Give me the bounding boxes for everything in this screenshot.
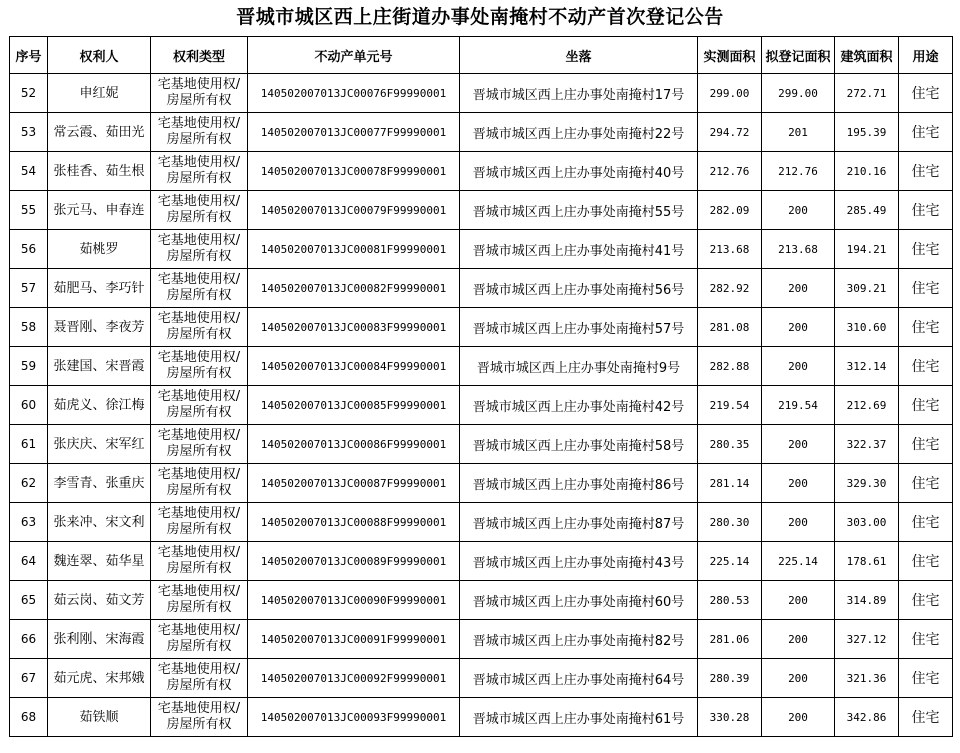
cell-right-type [151, 347, 248, 386]
table-row [10, 347, 953, 386]
cell-location: 晋城市城区西上庄办事处南掩村17号 [460, 74, 698, 113]
cell-proposed-area: 200 [762, 269, 835, 308]
cell-measured-area: 213.68 [698, 230, 762, 269]
table-row [10, 425, 953, 464]
cell-owner: 茹肥马、李巧针 [48, 269, 151, 308]
cell-use: 住宅 [899, 152, 953, 191]
cell-seq: 68 [10, 698, 48, 737]
right-type-line-2: 房屋所有权 [166, 210, 232, 225]
cell-location: 晋城市城区西上庄办事处南掩村43号 [460, 542, 698, 581]
cell-proposed-area: 200 [762, 620, 835, 659]
cell-location: 晋城市城区西上庄办事处南掩村82号 [460, 620, 698, 659]
right-type-line-2: 房屋所有权 [166, 561, 232, 576]
cell-proposed-area: 225.14 [762, 542, 835, 581]
table-body [10, 74, 953, 737]
cell-building-area: 312.14 [835, 347, 899, 386]
right-type-line-1: 宅基地使用权/ [157, 545, 241, 560]
table-row [10, 464, 953, 503]
cell-measured-area: 212.76 [698, 152, 762, 191]
right-type-line-2: 房屋所有权 [166, 483, 232, 498]
table-row [10, 620, 953, 659]
cell-seq: 61 [10, 425, 48, 464]
cell-location: 晋城市城区西上庄办事处南掩村56号 [460, 269, 698, 308]
page-title: 晋城市城区西上庄街道办事处南掩村不动产首次登记公告 [236, 6, 724, 28]
cell-unit-no: 140502007013JC00084F99990001 [248, 347, 460, 386]
cell-right-type [151, 425, 248, 464]
right-type-line-1: 宅基地使用权/ [157, 116, 241, 131]
cell-owner: 张庆庆、宋军红 [48, 425, 151, 464]
right-type-line-1: 宅基地使用权/ [157, 389, 241, 404]
cell-location: 晋城市城区西上庄办事处南掩村57号 [460, 308, 698, 347]
cell-seq: 54 [10, 152, 48, 191]
cell-unit-no: 140502007013JC00090F99990001 [248, 581, 460, 620]
cell-building-area: 327.12 [835, 620, 899, 659]
right-type-line-2: 房屋所有权 [166, 639, 232, 654]
cell-seq: 67 [10, 659, 48, 698]
right-type-line-2: 房屋所有权 [166, 522, 232, 537]
cell-seq: 59 [10, 347, 48, 386]
cell-seq: 66 [10, 620, 48, 659]
cell-unit-no: 140502007013JC00091F99990001 [248, 620, 460, 659]
cell-unit-no: 140502007013JC00078F99990001 [248, 152, 460, 191]
right-type-line-1: 宅基地使用权/ [157, 623, 241, 638]
cell-use: 住宅 [899, 620, 953, 659]
table-row [10, 581, 953, 620]
cell-use: 住宅 [899, 464, 953, 503]
cell-owner: 张桂香、茹生根 [48, 152, 151, 191]
cell-unit-no: 140502007013JC00079F99990001 [248, 191, 460, 230]
cell-building-area: 314.89 [835, 581, 899, 620]
table-row [10, 542, 953, 581]
table-row [10, 230, 953, 269]
cell-location: 晋城市城区西上庄办事处南掩村64号 [460, 659, 698, 698]
cell-use: 住宅 [899, 191, 953, 230]
cell-owner: 张来冲、宋文利 [48, 503, 151, 542]
cell-unit-no: 140502007013JC00085F99990001 [248, 386, 460, 425]
cell-building-area: 195.39 [835, 113, 899, 152]
cell-proposed-area: 200 [762, 425, 835, 464]
cell-owner: 张元马、申春连 [48, 191, 151, 230]
cell-unit-no: 140502007013JC00088F99990001 [248, 503, 460, 542]
cell-seq: 64 [10, 542, 48, 581]
cell-right-type [151, 74, 248, 113]
table-row [10, 659, 953, 698]
cell-unit-no: 140502007013JC00092F99990001 [248, 659, 460, 698]
right-type-line-2: 房屋所有权 [166, 93, 232, 108]
cell-use: 住宅 [899, 659, 953, 698]
cell-location: 晋城市城区西上庄办事处南掩村41号 [460, 230, 698, 269]
right-type-line-1: 宅基地使用权/ [157, 701, 241, 716]
cell-right-type [151, 152, 248, 191]
cell-seq: 62 [10, 464, 48, 503]
cell-unit-no: 140502007013JC00093F99990001 [248, 698, 460, 737]
cell-unit-no: 140502007013JC00082F99990001 [248, 269, 460, 308]
cell-measured-area: 282.88 [698, 347, 762, 386]
right-type-line-2: 房屋所有权 [166, 327, 232, 342]
cell-unit-no: 140502007013JC00083F99990001 [248, 308, 460, 347]
header-measured-area: 实测面积 [698, 37, 762, 74]
cell-right-type [151, 113, 248, 152]
cell-building-area: 212.69 [835, 386, 899, 425]
cell-building-area: 272.71 [835, 74, 899, 113]
cell-proposed-area: 200 [762, 191, 835, 230]
right-type-line-2: 房屋所有权 [166, 717, 232, 732]
cell-use: 住宅 [899, 308, 953, 347]
cell-right-type [151, 620, 248, 659]
cell-owner: 茹桃罗 [48, 230, 151, 269]
cell-proposed-area: 200 [762, 347, 835, 386]
cell-use: 住宅 [899, 542, 953, 581]
cell-unit-no: 140502007013JC00086F99990001 [248, 425, 460, 464]
cell-seq: 52 [10, 74, 48, 113]
cell-location: 晋城市城区西上庄办事处南掩村86号 [460, 464, 698, 503]
right-type-line-1: 宅基地使用权/ [157, 584, 241, 599]
cell-building-area: 178.61 [835, 542, 899, 581]
cell-proposed-area: 200 [762, 659, 835, 698]
cell-owner: 茹云岗、茹文芳 [48, 581, 151, 620]
table-row [10, 269, 953, 308]
cell-unit-no: 140502007013JC00077F99990001 [248, 113, 460, 152]
cell-owner: 张建国、宋晋霞 [48, 347, 151, 386]
cell-location: 晋城市城区西上庄办事处南掩村40号 [460, 152, 698, 191]
announcement-table [9, 36, 953, 737]
table-row [10, 191, 953, 230]
cell-measured-area: 294.72 [698, 113, 762, 152]
cell-building-area: 322.37 [835, 425, 899, 464]
cell-seq: 53 [10, 113, 48, 152]
header-proposed-area: 拟登记面积 [762, 37, 835, 74]
right-type-line-2: 房屋所有权 [166, 444, 232, 459]
cell-building-area: 321.36 [835, 659, 899, 698]
cell-measured-area: 280.53 [698, 581, 762, 620]
cell-proposed-area: 200 [762, 698, 835, 737]
header-unit-no: 不动产单元号 [248, 37, 460, 74]
cell-seq: 58 [10, 308, 48, 347]
cell-seq: 56 [10, 230, 48, 269]
cell-use: 住宅 [899, 74, 953, 113]
cell-measured-area: 280.30 [698, 503, 762, 542]
right-type-line-1: 宅基地使用权/ [157, 77, 241, 92]
cell-unit-no: 140502007013JC00089F99990001 [248, 542, 460, 581]
cell-measured-area: 280.35 [698, 425, 762, 464]
cell-right-type [151, 464, 248, 503]
cell-right-type [151, 269, 248, 308]
table-row [10, 503, 953, 542]
cell-right-type [151, 503, 248, 542]
cell-location: 晋城市城区西上庄办事处南掩村60号 [460, 581, 698, 620]
cell-location: 晋城市城区西上庄办事处南掩村61号 [460, 698, 698, 737]
cell-seq: 55 [10, 191, 48, 230]
table-row [10, 386, 953, 425]
cell-measured-area: 225.14 [698, 542, 762, 581]
cell-use: 住宅 [899, 503, 953, 542]
cell-measured-area: 219.54 [698, 386, 762, 425]
cell-right-type [151, 581, 248, 620]
cell-right-type [151, 230, 248, 269]
cell-location: 晋城市城区西上庄办事处南掩村87号 [460, 503, 698, 542]
cell-use: 住宅 [899, 269, 953, 308]
cell-building-area: 329.30 [835, 464, 899, 503]
cell-measured-area: 282.92 [698, 269, 762, 308]
cell-location: 晋城市城区西上庄办事处南掩村9号 [460, 347, 698, 386]
cell-use: 住宅 [899, 347, 953, 386]
cell-unit-no: 140502007013JC00081F99990001 [248, 230, 460, 269]
right-type-line-2: 房屋所有权 [166, 600, 232, 615]
cell-owner: 李雪青、张重庆 [48, 464, 151, 503]
header-owner: 权利人 [48, 37, 151, 74]
right-type-line-1: 宅基地使用权/ [157, 311, 241, 326]
cell-measured-area: 281.08 [698, 308, 762, 347]
right-type-line-1: 宅基地使用权/ [157, 506, 241, 521]
cell-seq: 60 [10, 386, 48, 425]
right-type-line-2: 房屋所有权 [166, 249, 232, 264]
cell-owner: 常云霞、茹田光 [48, 113, 151, 152]
cell-owner: 聂晋刚、李夜芳 [48, 308, 151, 347]
cell-location: 晋城市城区西上庄办事处南掩村42号 [460, 386, 698, 425]
cell-owner: 茹铁顺 [48, 698, 151, 737]
cell-owner: 茹元虎、宋邦娥 [48, 659, 151, 698]
cell-unit-no: 140502007013JC00076F99990001 [248, 74, 460, 113]
table-row [10, 113, 953, 152]
table-row [10, 698, 953, 737]
right-type-line-1: 宅基地使用权/ [157, 194, 241, 209]
right-type-line-1: 宅基地使用权/ [157, 350, 241, 365]
cell-owner: 申红妮 [48, 74, 151, 113]
cell-proposed-area: 200 [762, 464, 835, 503]
cell-use: 住宅 [899, 698, 953, 737]
cell-use: 住宅 [899, 425, 953, 464]
header-use: 用途 [899, 37, 953, 74]
cell-use: 住宅 [899, 230, 953, 269]
cell-right-type [151, 308, 248, 347]
header-right-type: 权利类型 [151, 37, 248, 74]
cell-measured-area: 299.00 [698, 74, 762, 113]
cell-seq: 63 [10, 503, 48, 542]
right-type-line-1: 宅基地使用权/ [157, 233, 241, 248]
table-row [10, 308, 953, 347]
cell-right-type [151, 659, 248, 698]
cell-proposed-area: 200 [762, 503, 835, 542]
cell-owner: 魏连翠、茹华星 [48, 542, 151, 581]
right-type-line-1: 宅基地使用权/ [157, 428, 241, 443]
cell-owner: 张利刚、宋海霞 [48, 620, 151, 659]
cell-measured-area: 281.14 [698, 464, 762, 503]
cell-right-type [151, 191, 248, 230]
cell-proposed-area: 200 [762, 308, 835, 347]
cell-location: 晋城市城区西上庄办事处南掩村55号 [460, 191, 698, 230]
cell-proposed-area: 212.76 [762, 152, 835, 191]
right-type-line-2: 房屋所有权 [166, 405, 232, 420]
table-header-row [10, 37, 953, 74]
cell-use: 住宅 [899, 386, 953, 425]
right-type-line-2: 房屋所有权 [166, 132, 232, 147]
cell-building-area: 310.60 [835, 308, 899, 347]
right-type-line-2: 房屋所有权 [166, 366, 232, 381]
right-type-line-1: 宅基地使用权/ [157, 272, 241, 287]
cell-location: 晋城市城区西上庄办事处南掩村22号 [460, 113, 698, 152]
cell-right-type [151, 542, 248, 581]
cell-proposed-area: 213.68 [762, 230, 835, 269]
cell-proposed-area: 219.54 [762, 386, 835, 425]
cell-proposed-area: 200 [762, 581, 835, 620]
cell-right-type [151, 698, 248, 737]
cell-building-area: 309.21 [835, 269, 899, 308]
cell-building-area: 194.21 [835, 230, 899, 269]
table-row [10, 152, 953, 191]
cell-building-area: 285.49 [835, 191, 899, 230]
cell-owner: 茹虎义、徐江梅 [48, 386, 151, 425]
cell-location: 晋城市城区西上庄办事处南掩村58号 [460, 425, 698, 464]
cell-measured-area: 282.09 [698, 191, 762, 230]
cell-building-area: 342.86 [835, 698, 899, 737]
right-type-line-1: 宅基地使用权/ [157, 662, 241, 677]
cell-building-area: 210.16 [835, 152, 899, 191]
cell-measured-area: 281.06 [698, 620, 762, 659]
cell-use: 住宅 [899, 581, 953, 620]
cell-right-type [151, 386, 248, 425]
header-building-area: 建筑面积 [835, 37, 899, 74]
cell-seq: 57 [10, 269, 48, 308]
cell-unit-no: 140502007013JC00087F99990001 [248, 464, 460, 503]
table-row [10, 74, 953, 113]
cell-building-area: 303.00 [835, 503, 899, 542]
header-seq: 序号 [10, 37, 48, 74]
cell-measured-area: 330.28 [698, 698, 762, 737]
header-location: 坐落 [460, 37, 698, 74]
cell-proposed-area: 299.00 [762, 74, 835, 113]
right-type-line-2: 房屋所有权 [166, 288, 232, 303]
right-type-line-1: 宅基地使用权/ [157, 467, 241, 482]
cell-proposed-area: 201 [762, 113, 835, 152]
cell-use: 住宅 [899, 113, 953, 152]
cell-seq: 65 [10, 581, 48, 620]
right-type-line-1: 宅基地使用权/ [157, 155, 241, 170]
cell-measured-area: 280.39 [698, 659, 762, 698]
right-type-line-2: 房屋所有权 [166, 171, 232, 186]
right-type-line-2: 房屋所有权 [166, 678, 232, 693]
